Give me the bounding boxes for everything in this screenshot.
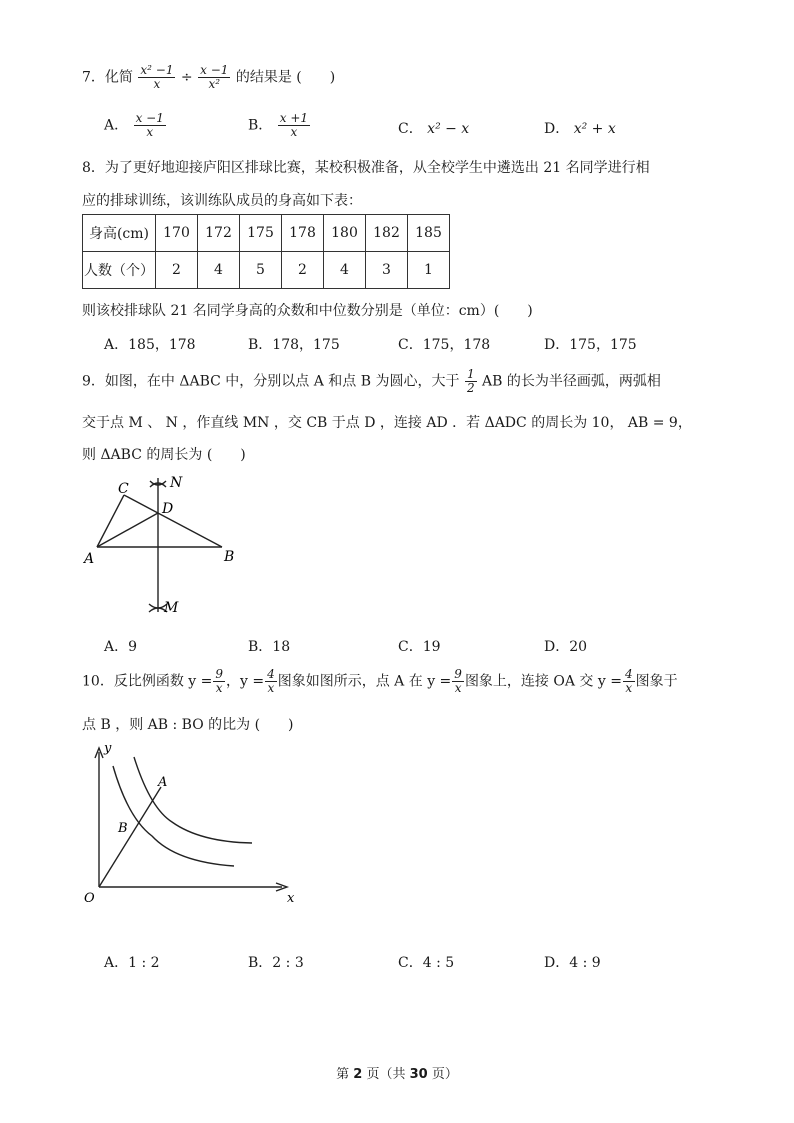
q8-question: 则该校排球队 21 名同学身高的众数和中位数分别是（单位：cm）( ) <box>82 303 533 319</box>
fraction-4-over-x: $\frac{4}{x}$ <box>267 667 275 695</box>
q9-stem-line3: 则 ΔABC 的周长为 ( ) <box>82 447 246 463</box>
label-b: B <box>224 549 235 565</box>
q8-stem-line2: 应的排球训练，该训练队成员的身高如下表： <box>82 193 362 209</box>
table-cell: 182 <box>366 215 408 252</box>
q7-fraction-1: $\frac{\text{x² −1}}{x}$ <box>140 63 174 91</box>
table-cell: 170 <box>156 215 198 252</box>
fraction-9-over-x: $\frac{9}{x}$ <box>215 667 223 695</box>
table-cell: 5 <box>240 252 282 289</box>
q8-option-c[interactable]: C．175，178 <box>398 337 491 353</box>
q7-option-b[interactable]: B． $\frac{x +1}{x}$ <box>248 111 309 139</box>
label-x: x <box>287 891 295 906</box>
table-cell: 3 <box>366 252 408 289</box>
label-n: N <box>170 475 183 491</box>
table-cell: 2 <box>156 252 198 289</box>
q9-stem-line2: 交于点 M 、 N ，作直线 MN ，交 CB 于点 D ，连接 AD ．若 ΔADC 的周长为 10， AB = 9， <box>82 415 692 431</box>
label-point-b: B <box>118 821 128 836</box>
q10-option-c[interactable]: C．4 : 5 <box>398 955 455 971</box>
label-o: O <box>84 891 95 906</box>
q10-option-b[interactable]: B．2 : 3 <box>248 955 304 971</box>
table-cell: 178 <box>282 215 324 252</box>
q10-stem-line2: 点 B ，则 AB : BO 的比为 ( ) <box>82 717 294 733</box>
q10-stem-line1: 10．反比例函数 y = $\frac{9}{x}$ ，y = $\frac{4}{x}$ 图象如图所示，点 A 在 y = $\frac{9}{x}$ 图象上，连接 OA 交 y = $\frac{4}{x}$ 图象于 <box>82 667 678 695</box>
table-cell: 185 <box>408 215 450 252</box>
fraction-4-over-x-2: $\frac{4}{x}$ <box>624 667 633 695</box>
q10-option-d[interactable]: D．4 : 9 <box>544 955 601 971</box>
table-cell: 175 <box>240 215 282 252</box>
table-cell: 180 <box>324 215 366 252</box>
table-header-count: 人数（个） <box>83 252 156 289</box>
q7-fraction-2: $\frac{x -1}{\text{x²}}$ <box>200 63 229 91</box>
curve-9-over-x <box>134 757 252 843</box>
q7-option-a[interactable]: A． $\frac{x -1}{x}$ <box>104 111 164 139</box>
label-y: y <box>104 741 112 756</box>
q9-option-d[interactable]: D．20 <box>544 639 588 655</box>
q7-option-d[interactable]: D． x² + x <box>544 121 616 137</box>
q9-option-a[interactable]: A．9 <box>104 639 138 655</box>
label-a: A <box>84 551 95 567</box>
q8-option-b[interactable]: B．178，175 <box>248 337 340 353</box>
table-header-height: 身高(cm) <box>83 215 156 252</box>
label-d: D <box>162 501 174 517</box>
label-m: M <box>164 600 179 616</box>
q8-option-d[interactable]: D．175，175 <box>544 337 637 353</box>
q10-option-a[interactable]: A．1 : 2 <box>104 955 160 971</box>
q7-stem: 7．化简 $\frac{\text{x² −1}}{x}$ ÷ $\frac{x -1}{\text{x²}}$ 的结果是 ( ) <box>82 63 336 91</box>
q9-stem-line1: 9．如图，在中 ΔABC 中，分别以点 A 和点 B 为圆心，大于 $\frac{1}{2}$ AB 的长为半径画弧，两弧相 <box>82 367 661 395</box>
table-cell: 172 <box>198 215 240 252</box>
label-point-a: A <box>158 775 168 790</box>
q8-option-a[interactable]: A．185，178 <box>104 337 196 353</box>
segment-oa <box>99 787 161 887</box>
curve-4-over-x <box>113 766 234 866</box>
page-footer: 第 2 页（共 30 页） <box>336 1067 458 1082</box>
label-c: C <box>118 481 129 497</box>
q9-option-c[interactable]: C．19 <box>398 639 441 655</box>
q9-option-b[interactable]: B．18 <box>248 639 291 655</box>
table-cell: 4 <box>198 252 240 289</box>
q8-stem-line1: 8．为了更好地迎接庐阳区排球比赛，某校积极准备，从全校学生中遴选出 21 名同学进行相 <box>82 160 650 176</box>
q7-option-c[interactable]: C． x² − x <box>398 121 470 137</box>
table-cell: 2 <box>282 252 324 289</box>
fraction-9-over-x-2: $\frac{9}{x}$ <box>454 667 462 695</box>
table-cell: 4 <box>324 252 366 289</box>
table-cell: 1 <box>408 252 450 289</box>
half-fraction: $\frac{1}{2}$ <box>466 367 475 395</box>
